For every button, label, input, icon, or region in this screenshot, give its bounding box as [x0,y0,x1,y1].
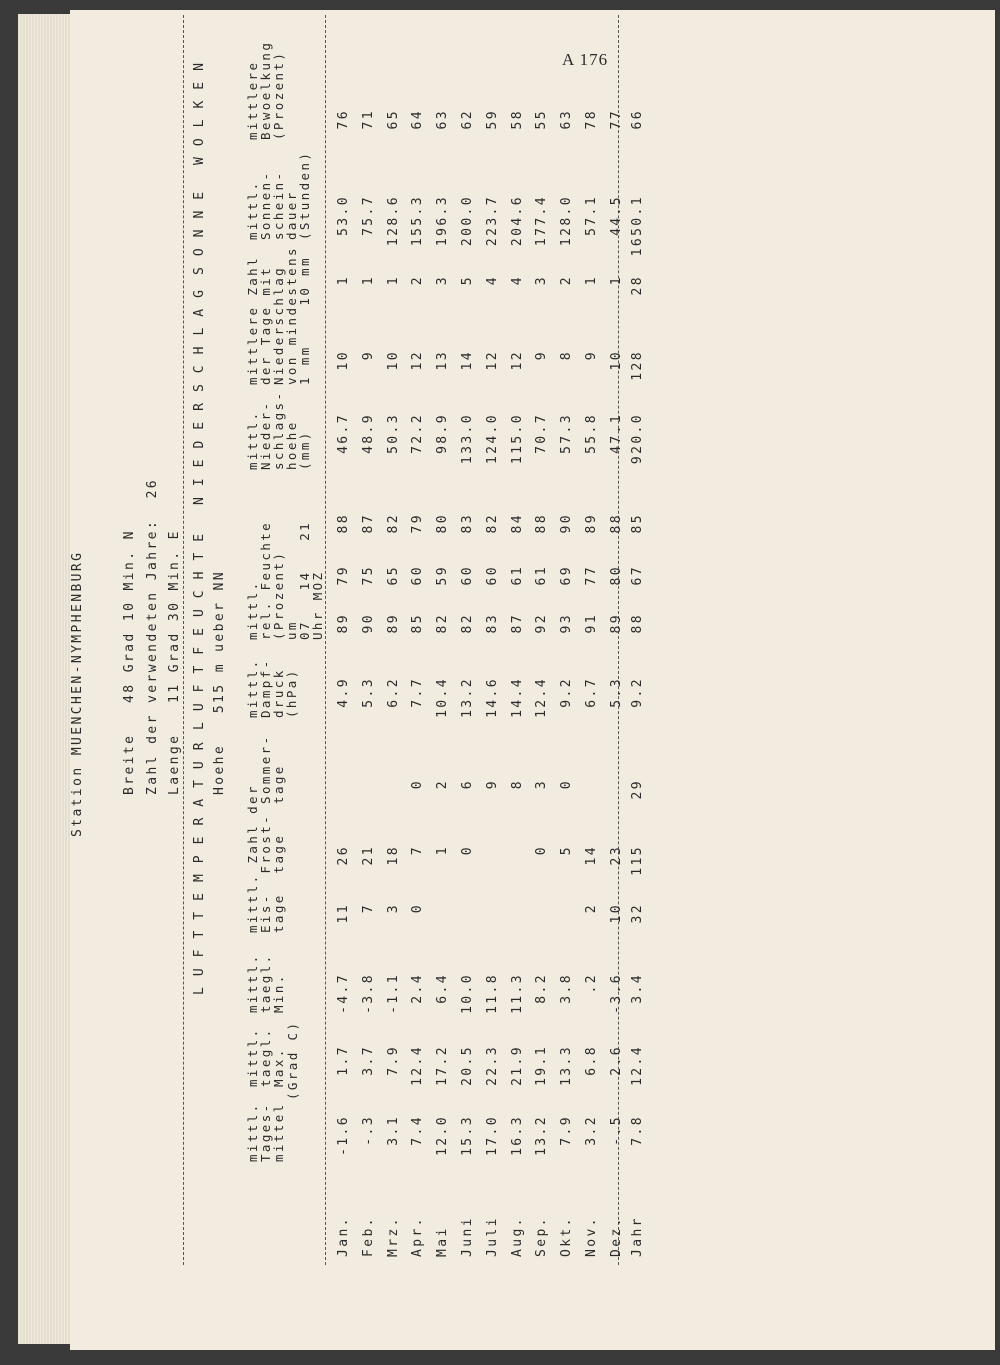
cell-h14: 79 [336,565,351,586]
cell-frost: 23 [608,845,624,866]
cell-h14: 60 [484,565,500,586]
cell-eis: 3 [385,903,401,914]
cell-h14: 69 [559,565,575,586]
page [70,10,995,1350]
cell-sommer: 0 [410,779,426,790]
cell-min: -4.7 [336,973,351,1014]
latitude-line: Breite 48 Grad 10 Min. N [122,529,137,795]
cell-p1: 12 [509,350,525,371]
cell-h21: 84 [509,513,525,534]
cell-mean: 15.3 [460,1115,475,1156]
cell-h21: 89 [584,513,599,534]
cell-sommer: 9 [484,779,500,790]
table-row [559,15,583,1265]
cell-p10: 1 [360,275,376,286]
cell-vapor: 5.3 [360,677,376,708]
cell-h21: 88 [336,513,351,534]
header-max: mittl. taegl. Max. [245,1027,286,1087]
cell-p10: 4 [509,275,525,286]
cell-h07: 85 [410,613,426,634]
table-row [510,15,534,1265]
cell-precip: 50.3 [385,413,401,454]
cell-max: 6.8 [584,1045,599,1076]
cell-mean: 16.3 [509,1115,525,1156]
cell-month: Apr. [410,1216,426,1257]
group-sonne: SONNE [192,180,207,275]
table-row [435,15,459,1265]
altitude-line: Hoehe 515 m ueber NN [212,570,227,795]
cell-sun: 196.3 [435,195,451,247]
cell-h07: 83 [484,613,500,634]
cell-h14: 67 [630,565,645,586]
cell-month: Juli [484,1216,500,1257]
cell-max: 20.5 [460,1045,475,1086]
cell-eis: 0 [410,903,426,914]
cell-h21: 79 [410,513,426,534]
table-row [361,15,385,1265]
cell-max: 22.3 [484,1045,500,1086]
cell-max: 12.4 [630,1045,645,1086]
cell-sun: 177.4 [534,195,550,247]
cell-frost: 0 [534,845,550,856]
cell-min: 11.8 [484,973,500,1014]
cell-p10: 5 [460,275,475,286]
cell-max: 1.7 [336,1045,351,1076]
cell-sun: 204.6 [509,195,525,247]
table-row [584,15,608,1265]
cell-sun: 155.3 [410,195,426,247]
cell-cloud: 76 [336,109,351,130]
table-row [460,15,484,1265]
header-min: mittl. taegl. Min. [245,953,286,1013]
cell-eis: 2 [584,903,599,914]
cell-sun: 1650.1 [630,195,645,257]
cell-month: Aug. [509,1216,525,1257]
cell-sommer: 6 [460,779,475,790]
table-row-year [630,15,654,1265]
cell-min: 10.0 [460,973,475,1014]
longitude-line: Laenge 11 Grad 30 Min. E [167,529,182,795]
cell-h07: 82 [435,613,451,634]
cell-precip: 46.7 [336,413,351,454]
cell-p10: 1 [608,275,624,286]
cell-h14: 65 [385,565,401,586]
cell-sommer: 29 [630,779,645,800]
header-cloudiness: mittlere Bewoelkung (Prozent) [245,40,286,140]
cell-frost: 0 [460,845,475,856]
cell-h07: 90 [360,613,376,634]
cell-sommer: 2 [435,779,451,790]
cell-frost: 115 [630,845,645,876]
cell-vapor: 9.2 [559,677,575,708]
cell-h14: 60 [460,565,475,586]
page-number: A 176 [562,50,609,69]
cell-p1: 9 [584,350,599,361]
cell-max: 12.4 [410,1045,426,1086]
cell-precip: 124.0 [484,413,500,465]
cell-h14: 60 [410,565,426,586]
cell-cloud: 77 [608,109,624,130]
header-precip-days: mittlere Zahl der Tage mit Niederschlag von mindestens 1 mm 10 mm [245,246,312,385]
cell-sun: 128.0 [559,195,575,247]
cell-sun: 128.6 [385,195,401,247]
cell-p1: 128 [630,350,645,381]
cell-h07: 89 [336,613,351,634]
cell-precip: 115.0 [509,413,525,465]
cell-precip: 47.1 [608,413,624,454]
cell-vapor: 13.2 [460,677,475,718]
cell-precip: 72.2 [410,413,426,454]
cell-h07: 91 [584,613,599,634]
cell-min: 3.8 [559,973,575,1004]
cell-max: 21.9 [509,1045,525,1086]
cell-month: Jan. [336,1216,351,1257]
cell-mean: -.3 [360,1115,376,1146]
cell-mean: 7.4 [410,1115,426,1146]
cell-vapor: 9.2 [630,677,645,708]
cell-cloud: 58 [509,109,525,130]
cell-min: -3.8 [360,973,376,1014]
cell-cloud: 63 [435,109,451,130]
cell-frost: 21 [360,845,376,866]
cell-min: .2 [584,973,599,994]
cell-p1: 12 [410,350,426,371]
cell-h21: 82 [385,513,401,534]
cell-cloud: 59 [484,109,500,130]
cell-month: Juni [460,1216,475,1257]
cell-precip: 133.0 [460,413,475,465]
cell-mean: -1.6 [336,1115,351,1156]
cell-p10: 3 [534,275,550,286]
cell-cloud: 63 [559,109,575,130]
cell-p10: 4 [484,275,500,286]
cell-min: 3.4 [630,973,645,1004]
cell-vapor: 10.4 [435,677,451,718]
header-precip-height: mittl. Nieder- schlags- hoehe (mm) [245,390,312,470]
cell-month: Okt. [559,1216,575,1257]
cell-vapor: 12.4 [534,677,550,718]
cell-p10: 2 [410,275,426,286]
cell-mean: 12.0 [435,1115,451,1156]
cell-h14: 61 [534,565,550,586]
cell-sun: 44.5 [608,195,624,236]
cell-h21: 85 [630,513,645,534]
cell-p1: 10 [608,350,624,371]
cell-vapor: 6.7 [584,677,599,708]
cell-month: Dez. [608,1216,624,1257]
group-niederschlag: NIEDERSCHLAG [192,279,207,505]
cell-p10: 1 [336,275,351,286]
cell-sun: 53.0 [336,195,351,236]
cell-h07: 87 [509,613,525,634]
cell-precip: 70.7 [534,413,550,454]
cell-mean: 13.2 [534,1115,550,1156]
cell-eis: 11 [336,903,351,924]
header-days: mittl. Zahl der Eis- Frost- Sommer- tage tage tage [245,734,286,933]
cell-frost: 7 [410,845,426,856]
cell-h14: 75 [360,565,376,586]
cell-h07: 92 [534,613,550,634]
cell-h07: 89 [608,613,624,634]
cell-cloud: 64 [410,109,426,130]
table-row [485,15,509,1265]
cell-h14: 77 [584,565,599,586]
group-wolken: WOLKEN [192,52,207,165]
cell-p10: 28 [630,275,645,296]
cell-h14: 80 [608,565,624,586]
climate-table-sheet [70,15,710,1265]
cell-month: Sep. [534,1216,550,1257]
cell-sommer: 8 [509,779,525,790]
cell-month: Jahr [630,1216,645,1257]
cell-eis: 10 [608,903,624,924]
table-row [386,15,410,1265]
header-vapor: mittl. Dampf- druck (hPa) [245,658,299,718]
cell-min: -1.1 [385,973,401,1014]
header-sunshine: mittl. Sonnen- schein- dauer (Stunden) [245,150,312,240]
cell-p1: 13 [435,350,451,371]
cell-h14: 59 [435,565,451,586]
cell-h07: 82 [460,613,475,634]
cell-max: 19.1 [534,1045,550,1086]
table-row [336,15,360,1265]
cell-min: 11.3 [509,973,525,1014]
cell-min: 6.4 [435,973,451,1004]
years-used: Zahl der verwendeten Jahre: 26 [145,477,160,795]
cell-h21: 90 [559,513,575,534]
table-row [534,15,558,1265]
cell-p1: 8 [559,350,575,361]
cell-precip: 920.0 [630,413,645,465]
cell-sommer: 0 [559,779,575,790]
cell-h21: 88 [534,513,550,534]
cell-p1: 14 [460,350,475,371]
cell-min: -3.6 [608,973,624,1014]
cell-vapor: 14.6 [484,677,500,718]
cell-month: Mrz. [385,1216,401,1257]
cell-month: Feb. [360,1216,376,1257]
cell-p1: 10 [336,350,351,371]
cell-p1: 12 [484,350,500,371]
divider-top [183,15,184,1265]
cell-vapor: 5.3 [608,677,624,708]
cell-h21: 82 [484,513,500,534]
cell-max: 2.6 [608,1045,624,1076]
cell-p10: 2 [559,275,575,286]
table-row [410,15,434,1265]
cell-frost: 26 [336,845,351,866]
cell-max: 17.2 [435,1045,451,1086]
cell-h21: 88 [608,513,624,534]
cell-eis: 32 [630,903,645,924]
cell-frost: 5 [559,845,575,856]
cell-cloud: 78 [584,109,599,130]
cell-precip: 57.3 [559,413,575,454]
cell-frost: 18 [385,845,401,866]
cell-eis: 7 [360,903,376,914]
cell-h21: 83 [460,513,475,534]
cell-precip: 55.8 [584,413,599,454]
cell-vapor: 4.9 [336,677,351,708]
cell-sun: 223.7 [484,195,500,247]
cell-h21: 87 [360,513,376,534]
cell-precip: 48.9 [360,413,376,454]
cell-p1: 9 [534,350,550,361]
header-mean: mittl. Tages- mittel [245,1102,286,1162]
cell-cloud: 65 [385,109,401,130]
cell-sun: 200.0 [460,195,475,247]
cell-precip: 98.9 [435,413,451,454]
cell-mean: 7.8 [630,1115,645,1146]
cell-mean: -.5 [608,1115,624,1146]
header-rel-humidity: mittl. rel. Feuchte (Prozent) um 07 14 21 Uhr MOZ [245,520,325,640]
cell-sun: 75.7 [360,195,376,236]
cell-h14: 61 [509,565,525,586]
cell-h21: 80 [435,513,451,534]
cell-sommer: 3 [534,779,550,790]
header-grad-c: (Grad C) [285,1020,300,1100]
cell-max: 7.9 [385,1045,401,1076]
cell-p1: 9 [360,350,376,361]
cell-cloud: 62 [460,109,475,130]
group-lufttemperatur: LUFTTEMPERATUR [192,731,207,995]
cell-vapor: 7.7 [410,677,426,708]
cell-p1: 10 [385,350,401,371]
cell-h07: 88 [630,613,645,634]
cell-month: Nov. [584,1216,599,1257]
cell-cloud: 66 [630,109,645,130]
cell-p10: 1 [385,275,401,286]
cell-mean: 3.2 [584,1115,599,1146]
cell-p10: 3 [435,275,451,286]
cell-mean: 17.0 [484,1115,500,1156]
cell-min: 2.4 [410,973,426,1004]
cell-cloud: 55 [534,109,550,130]
cell-max: 13.3 [559,1045,575,1086]
cell-sun: 57.1 [584,195,599,236]
cell-frost: 14 [584,845,599,866]
cell-cloud: 71 [360,109,376,130]
cell-p10: 1 [584,275,599,286]
group-luftfeuchte: LUFTFEUCHTE [192,522,207,730]
cell-month: Mai [435,1226,451,1257]
cell-min: 8.2 [534,973,550,1004]
cell-h07: 89 [385,613,401,634]
station-title: Station MUENCHEN-NYMPHENBURG [70,550,85,837]
cell-mean: 3.1 [385,1115,401,1146]
cell-max: 3.7 [360,1045,376,1076]
cell-vapor: 6.2 [385,677,401,708]
cell-mean: 7.9 [559,1115,575,1146]
cell-h07: 93 [559,613,575,634]
cell-frost: 1 [435,845,451,856]
cell-vapor: 14.4 [509,677,525,718]
